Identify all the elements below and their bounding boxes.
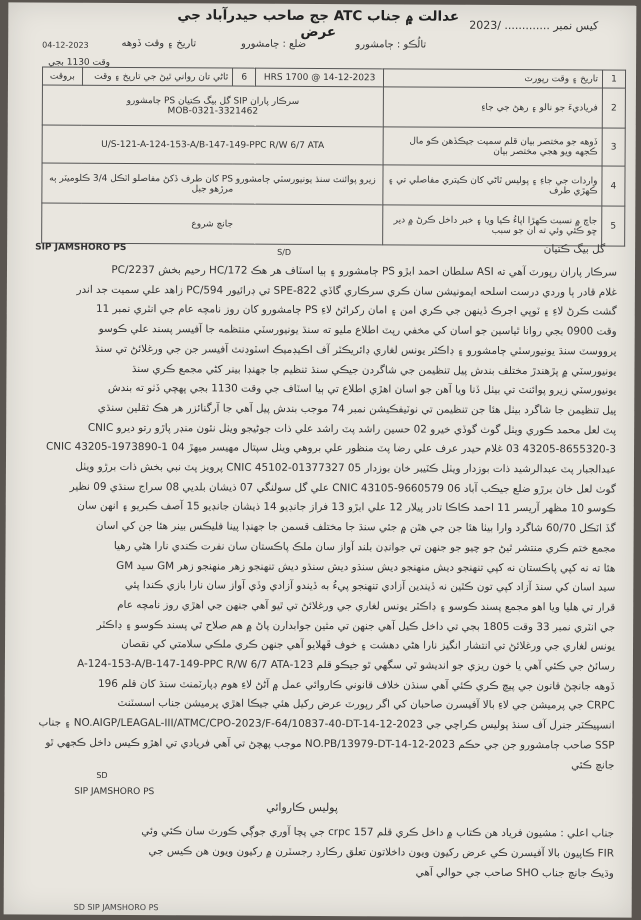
place-of-occurrence-value: زيرو پوائنٽ سنڌ يونيورسٽي ڄامشورو PS کان طرف ڏکڻ مفاصلو اٽڪل 3/4 ڪلوميٽر ٻه مرڙهو جبل: [42, 163, 383, 205]
body-line: گڏ اٽڪل 60/70 شاگرد وارا بيٺا هئا جن جي هٿن ۾ جئي سنڌ جا مختلف قسمن جا جهنڊا پينا فليڪس بينر هئا جن کي اسان: [95, 519, 616, 535]
offence-sections-value: U/S-121-A-124-153-A/B-147-149-PPC R/W 6/7 ATA: [42, 125, 383, 165]
side-number: 6: [233, 68, 256, 86]
row-number: 5: [602, 206, 625, 246]
form-row-4: [42, 163, 625, 206]
departure-value: بروقت: [42, 67, 82, 85]
bottom-signature: SD SIP JAMSHORO PS: [73, 902, 159, 913]
body-line: SSP صاحب ڄامشورو جن جي حڪم NO.PB/13979-DT-14-12-2023 موجب پهچڻ تي آهي فريادي تي اهڙو ڪيس داخل ڪجهي ٿو: [45, 736, 615, 752]
body-line: 43205-8655320-3 03 غلام حيدر عرف علي رضا پٽ منظور علي بروهي ويٺل سپتال مهيسر ميهڙ 04 CNIC 43205-1973890-1: [45, 440, 617, 456]
closing-station: SIP JAMSHORO PS: [74, 786, 155, 798]
signature-sd: S/D: [277, 247, 292, 257]
form-row-3: [42, 125, 625, 166]
row-number: 1: [602, 70, 625, 88]
row-number: 3: [602, 128, 625, 166]
body-line: CRPC جي پرميشن جي لاءِ بالا آفيسرن صاحبان کي اگر رپورٽ عرض رکيل هئي جيڪا اهڙي پرميشن جناب اسسٽنٽ: [117, 697, 615, 713]
complainant-name: سرڪار پاران SIP گل بيگ ڪتيان PS ڄامشورو: [126, 95, 300, 107]
closing-sd: SD: [96, 770, 108, 780]
action-line: جناب اعلي : مشيون فرياد هن ڪتاب ۾ داخل ڪري قلم 157 crpc جي پچا آوري جوڳي ڪورٽ سان ڪئي وئي: [141, 825, 615, 840]
body-line: پرووسٽ سنڌ يونيورسٽي ڄامشورو ۽ ڊاڪٽر يونس لغاري ڊائريڪٽر آف اڪيڊميڪ اسٽوڊنٽ آفيسر جن جي ورغلائڻ تي سنڌ: [94, 342, 617, 358]
body-line: پٽ لعل محمد ڪوري ويٺل گوٺ گوڏي خيرو 02 حسين راشد پٽ راشد علي ذات جوڻيجو ويٺل نئون منڊر پاڙو رتو ديرو CNIC: [87, 421, 617, 437]
body-line: يونيورسٽي زيرو پوائنٽ تي بيٺل ڏنا ويا آهن جو اسان اهڙي اطلاع تي ٻيا اسٽاف جي وقت 1130 بجي پهچي ڏٺو ته بندش: [107, 382, 617, 397]
report-date: 04-12-2023: [42, 40, 89, 50]
departure-label: ٿاڻي تان رواني ٿيڻ جي تاريخ ۽ وقت: [82, 67, 233, 86]
action-line: وڌيڪ جانچ جناب SHO صاحب جي حوالي آهي: [415, 866, 614, 880]
body-line: جانچ ڪئي: [571, 758, 615, 772]
time-received: وقت 1130 بجي: [48, 57, 111, 68]
body-line: گوٺ لعل خان برڙو ضلع جيڪب آباد 06 CNIC 43105-9660579 علي گل سولنگي 07 ذيشان بلديي 08 سراج سنڌي 09 نظير: [69, 480, 616, 496]
signatory-station: SIP JAMSHORO PS: [35, 242, 127, 253]
row-label: واردات جي جاءِ ۽ پوليس ٿاڻي کان ڪيتري مفاصلي تي ۽ ڪهڙي طرف: [383, 165, 602, 206]
body-line: ڪوسو 10 مظهر آريسر 11 احمد ڪاڪا تادر پيلار 12 علي ابڙو 13 فراز جانڊيو 14 ذيشان جانڊيو 15 آصف ڪبريو ۽ انهن سان: [77, 500, 616, 515]
body-line: وقت 0900 بجي روانا ٿياسين جو اسان کي مخفي رپٽ اطلاع مليو ته سنڌ يونيورسٽي منتظمه جا آفيسر پسند علي ڪوسو: [98, 322, 617, 338]
offence-datetime-label: تاريخ ۽ وقت ڏوهه: [121, 37, 197, 50]
body-line: ڏوهه جانچڻ قانون جي پيچ ڪري ڪئي آهي سنڌن خلاف قانوني ڪاروائي عمل ۾ آڻڻ لاءِ هوم ڊپارٽمنٽ سنڌ کان قلم 196: [98, 677, 615, 693]
body-line: انسپيڪٽر جنرل آف سنڌ پوليس ڪراچي جي NO.AIGP/LEAGAL-III/ATMC/CPO-2023/F-64/10837-40-DT-14-12-2023 ۽ جناب: [38, 716, 615, 732]
case-number: کيس نمبر ............. /2023: [469, 18, 599, 33]
police-action-title: پوليس ڪاروائي: [266, 800, 338, 815]
action-line: FIR ڪاپيون بالا آفيسرن ڪي عرض رکيون ويون داخلاتون تعلق رڪارڊ رجسٽرن ۾ رکيون ويون هن ڪيس جي: [148, 845, 614, 860]
document-title: عدالت ۾ جناب ATC جج صاحب حيدرآباد جي عرض: [177, 7, 460, 41]
fir-document: [4, 2, 637, 917]
body-line: جي انٽري نمبر 33 وقت 1805 بجي تي داخل ڪيل آهي جنهن تي مثين جوابدارن پاڻ ۾ هم صلاح ٿي پسند ڪوسو ۽ ڊاڪٽر: [96, 618, 616, 634]
complainant-mobile: MOB-0321-3321462: [167, 105, 259, 117]
body-line: غلام قادر ٻا وردي درست اسلحه ايمونيشن سان ڪري سرڪاري گاڏي SPE-822 تي ڊرائيور PC/594 زاهد علي سميت جد اندر: [76, 283, 617, 299]
signatory-name: گل بيگ ڪتيان: [543, 243, 606, 256]
body-line: مجمع ختم ڪري منتشر ٿيڻ جو چيو جو جنهن تي جوانڊن بلند آواز سان ملڪ پاڪستان سان نفرت ڪندي نارا هڻي رهيا: [113, 539, 616, 555]
body-line: رسائڻ جي ڪئي آهي يا خون ريزي جو انديشو ٿي سگهي ٿو جيڪو قلم 123-A-124-153-A/B-147-149-PPC R/W 6/7 ATA: [77, 657, 615, 673]
row-label: جاچ ۾ نسبت ڪهڙا اپاءُ ڪيا ويا ۽ خبر داخل ڪرڻ ۾ دير ڇو ڪئي وئي ته ان جو سبب: [383, 205, 602, 246]
fir-body-text: [34, 261, 617, 776]
form-row-5: [42, 203, 625, 246]
row-number: 2: [602, 88, 625, 128]
body-line: سيد اسان کي سنڌ آزاد کپي تون ڪٿين نه ڏيندين آزادي تنهنجو پيءُ به ڏيندو آزادي وڏي آواز سان نارا بازي ڪندا پئي: [124, 579, 616, 594]
body-line: قرار تي هليا ويا اهو مجمع پسند ڪوسو ۽ ڊاڪٽر يونس لغاري جي ورغلائڻ تي ٿيو آهي جنهن جي اهڙي روز نامچه عام: [117, 598, 616, 614]
row-label: تاريخ ۽ وقت رپورٽ: [383, 69, 602, 88]
body-line: سرڪار پاران رپورٽ آهي ته ASI سلطان احمد ابڙو PS ڄامشورو ۽ ٻيا اسٽاف هر هڪ HC/172 رحيم بخش PC/2237: [111, 263, 618, 279]
report-datetime-value: 14-12-2023 @ 1700 HRS: [256, 68, 384, 87]
investigation-status-value: جانچ شروع: [42, 203, 383, 245]
body-line: هئا ته نه کپي پاڪستان نه کپي تنهنجو ديش منهنجو ديش سنڌو ديش سنڌو ديش تنهنجو زهر منهنجو زهر GM سيد GM: [116, 559, 616, 575]
district-label: ضلع : ڄامشورو: [240, 38, 307, 50]
body-line: عبدالجبار پٽ عبدالرشيد ذات بوزدار ويٺل ڪٽيبر خان بوزدار 05 CNIC 45102-01377327 پرويز پٽ نبي بخش ذات برڙو ويٺل: [75, 460, 616, 476]
taluka-label: تالُڪو : ڄامشورو: [355, 39, 427, 51]
complainant-value: [42, 85, 383, 127]
police-action-text: [34, 821, 614, 884]
body-line: گشت ڪرڻ لاءِ ۽ ٽوپي اجرڪ ڏينهن جي ڪري امن ۽ امان رکرائڻ لاءِ PS ڄامشورو کان روز نامچه عام جي انٽري نمبر 11: [95, 303, 617, 318]
body-line: يونيورسٽي ۾ پڙهندڙ مختلف بندش پيل تنظيمن جي شاگردن جيڪي سنڌ تنظيم جا جهنڊا بينر کڻي مجمع ڪري سنڌ: [131, 362, 617, 378]
row-label: ڏوهه جو مختصر بيان قلم سميت جيڪڏهن ڪو مال ڪجهه ويو هجي مختصر بيان: [383, 127, 602, 166]
row-label: فرياديءَ جو نالو ۽ رهڻ جي جاءِ: [383, 87, 602, 128]
form-row-2: [42, 85, 625, 128]
row-number: 4: [602, 166, 625, 206]
body-line: يونس لغاري جي ورغلائڻ تي انتشار انگيز نارا هڻي دهشت ۽ خوف ڦهلايو آهي جنهن ڪري ملڪي سلامتي کي نقصان: [121, 638, 616, 653]
body-line: پيل تنظيمن جا شاگرد بيٺل هئا جن تنظيمن تي نوٽيفڪيشن نمبر 74 موجب بندش پيل آهي جا آرگنائزر هر هڪ ثقلين سنڌي: [97, 401, 617, 417]
fir-form-table: [41, 67, 626, 247]
